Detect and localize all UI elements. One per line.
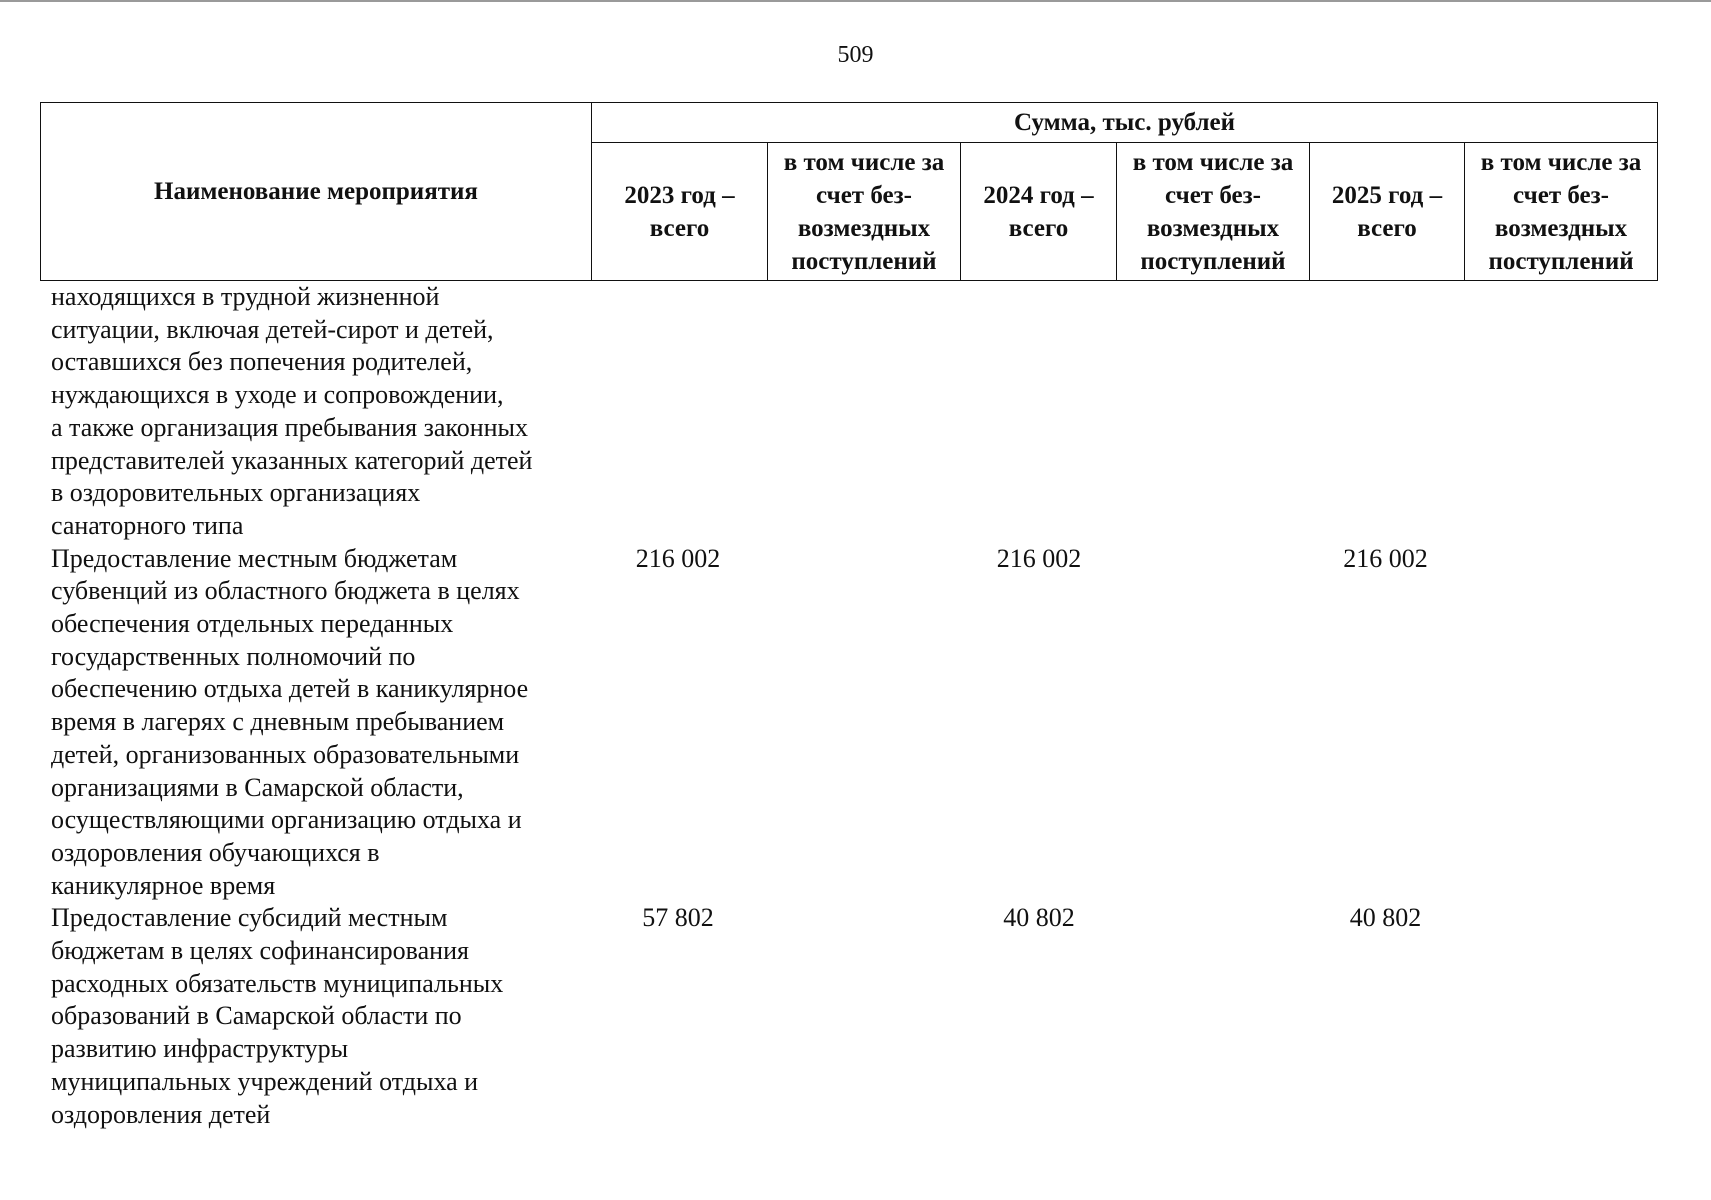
header-2025-incl: в том числе за счет без-возмездных поступлений	[1465, 143, 1658, 281]
table-body	[40, 281, 1657, 1131]
table-header	[40, 102, 1657, 280]
header-2024-total: 2024 год – всего	[961, 143, 1117, 281]
table-row	[40, 902, 1657, 1131]
header-2025-total: 2025 год – всего	[1310, 143, 1465, 281]
table-row	[40, 281, 1657, 543]
value-2024-total: 40 802	[1003, 903, 1075, 933]
header-table	[40, 102, 1658, 281]
row-name: Предоставление субсидий местным бюджетам в целях софинансирования расходных обязательств муниципальных образований в Самарской области по развитию инфраструктуры муниципальных учреждений отдыха и оздоровления детей	[51, 903, 504, 1129]
row-name: Предоставление местным бюджетам субвенций из областного бюджета в целях обеспечения отдельных переданных государственных полномочий по обеспечению отдыха детей в каникулярное время в лагерях с дневным пребыванием детей, организованных образовательными организациями в Самарской области, осуществляющими организацию отдыха и оздоровления обучающихся в каникулярное время	[51, 543, 529, 900]
value-2024-total: 216 002	[996, 543, 1082, 573]
header-2023-total: 2023 год – всего	[592, 143, 768, 281]
table-row	[40, 543, 1657, 903]
header-sum-group: Сумма, тыс. рублей	[592, 103, 1658, 143]
row-name: находящихся в трудной жизненной ситуации, включая детей-сирот и детей, оставшихся без попечения родителей, нуждающихся в уходе и сопровождении, а также организация пребывания законных представителей указанных категорий детей в оздоровительных организациях санаторного типа	[51, 282, 533, 540]
header-2024-incl: в том числе за счет без-возмездных поступлений	[1117, 143, 1310, 281]
header-2023-incl: в том числе за счет без-возмездных поступлений	[768, 143, 961, 281]
header-name-column: Наименование мероприятия	[41, 103, 592, 281]
top-rule	[0, 0, 1711, 2]
value-2025-total: 40 802	[1349, 903, 1422, 933]
value-2025-total: 216 002	[1343, 543, 1428, 573]
value-2023-total: 216 002	[635, 543, 721, 573]
page-number: 509	[837, 42, 874, 68]
value-2023-total: 57 802	[642, 903, 714, 933]
